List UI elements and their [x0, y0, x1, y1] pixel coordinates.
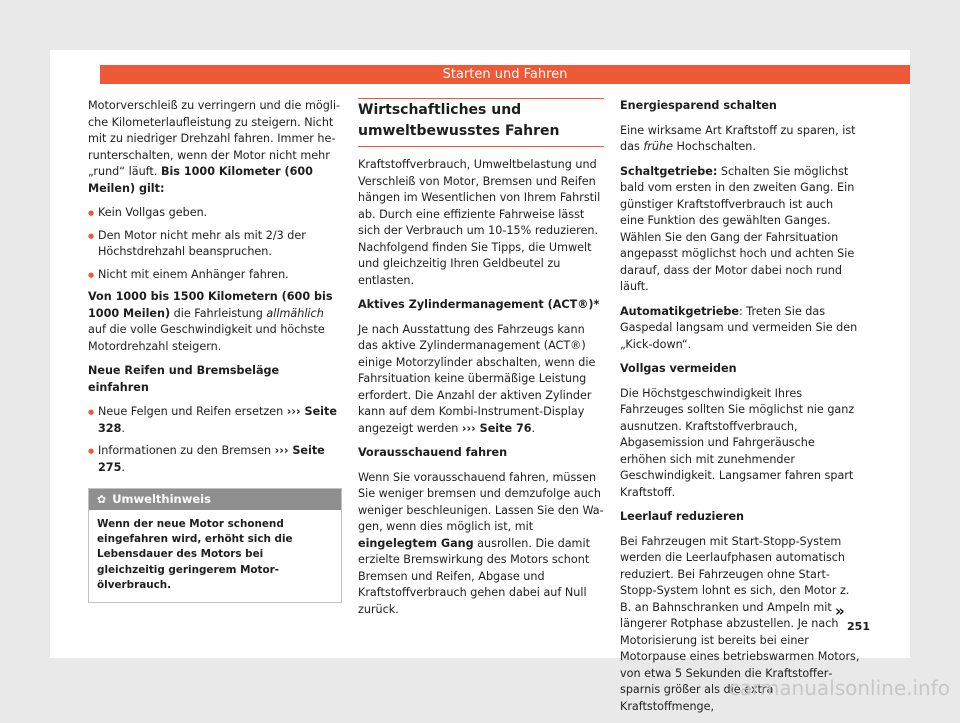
km-italic: allmählich [266, 306, 324, 320]
watermark: carmanualsonline.info [728, 676, 950, 700]
shift-italic: frühe [643, 140, 673, 153]
act-heading: Aktives Zylindermanagement (ACT®)* [358, 298, 600, 311]
full-throttle-paragraph: Die Höchstgeschwindigkeit Ihres Fahrzeuges sollten Sie möglichst nie ganz ausnutzen. Kraftstoffverbrauch, Abgasemission und Fahrgeräusche erhöhen sich mit zunehmender Geschwindigkeit. Langsamer fahren spart Kraftstoff. [620, 386, 855, 499]
act-end: . [531, 421, 536, 435]
auto-text: : Treten Sie das Gaspedal langsam und vermeiden Sie den „Kick-down“. [620, 304, 858, 351]
intro-bold: Bis 1000 Kilometer (600 Meilen) gilt: [88, 165, 313, 195]
list-item-text: Neue Felgen und Reifen ersetzen [98, 405, 287, 418]
shift-heading: Energiesparend schalten [620, 99, 777, 112]
anticipation-paragraph [358, 470, 604, 619]
anticipation-text-end: ausrollen. Die damit erzielte Bremswirkung des Motors schont Bremsen und Reifen, Abgase und Kraftstoffverbrauch gehen dabei auf Null zurück. [358, 536, 590, 616]
anticipation-bold: eingelegtem Gang [358, 536, 474, 550]
intro-text: Motorverschleiß zu verringern und die mögliche Kilometerlaufleistung zu steigern. Nicht mit zu niedriger Drehzahl fahren. Immer herunterschalten, wenn der Motor nicht mehr „rund“ läuft. [88, 99, 341, 178]
act-text: Je nach Ausstattung des Fahrzeugs kann das aktive Zylindermanagement (ACT®) einige Motorzylinder abschalten, wenn die Fahrsituation keine übermäßige Leistung erfordert. Die Anzahl der aktiven Zylinder kann auf dem Kombi-Instrument-Display angezeigt werden [358, 322, 596, 435]
full-throttle-heading: Vollgas vermeiden [620, 362, 737, 375]
km-text-end: auf die volle Geschwindigkeit und höchste Motordrehzahl steigern. [88, 323, 325, 353]
list-item [88, 404, 342, 437]
intro-paragraph: Kraftstoffverbrauch, Umweltbelastung und Verschleiß von Motor, Bremsen und Reifen hängen im Wesentlichen von Ihrem Fahrstil ab. Durch eine effiziente Fahrweise lässt sich der Verbrauch um 10-15% reduzieren. Nachfolgend finden Sie Tipps, die Umwelt und gleichzeitig Ihren Geldbeutel zu entlasten. [358, 158, 601, 287]
column-right [620, 98, 860, 723]
list-item-end: . [121, 460, 125, 474]
column-middle [358, 98, 604, 626]
auto-label: Automatikgetriebe [620, 304, 739, 318]
environment-note-text: Wenn der neue Motor schonend eingefahren wird, erhöht sich die Lebensdauer des Motors bei gleichzeitig geringerem Motorölverbrauch. [97, 518, 293, 591]
list-item-end: . [121, 421, 125, 435]
continue-mark: » [835, 602, 845, 620]
page-link[interactable]: Seite 328 [98, 405, 337, 435]
list-item: ● Kein Vollgas geben. [88, 205, 342, 222]
tires-heading: Neue Reifen und Bremsbeläge einfahren [88, 364, 280, 394]
shift-paragraph [620, 123, 860, 156]
manual-paragraph [620, 164, 860, 296]
list-item [88, 443, 342, 476]
auto-paragraph [620, 304, 860, 354]
page-link[interactable]: Seite 76 [475, 421, 532, 435]
km-paragraph [88, 289, 342, 355]
leaf-icon: ✿ [97, 493, 107, 506]
anticipation-heading: Vorausschauend fahren [358, 446, 508, 459]
shift-text: Eine wirksame Art Kraftstoff zu sparen, ist das [620, 123, 856, 153]
column-left [88, 98, 342, 603]
environment-note-header [89, 489, 341, 510]
km-text: die Fahrleistung [170, 306, 267, 320]
act-paragraph [358, 322, 604, 438]
link-arrows: ››› [461, 421, 476, 435]
page-number: 251 [847, 620, 870, 633]
intro-paragraph [88, 98, 342, 197]
list-item: ● Den Motor nicht mehr als mit 2/3 der Höchstdrehzahl beanspruchen. [88, 228, 342, 261]
manual-label: Schaltgetriebe: [620, 164, 718, 178]
page-link[interactable]: Seite 275 [98, 444, 325, 474]
section-title: Wirtschaftliches und umweltbewusstes Fahren [358, 98, 604, 147]
environment-note-box [88, 488, 342, 603]
link-arrows: ››› [286, 405, 301, 418]
environment-note-title: Umwelthinweis [112, 492, 211, 506]
list-item: ● Nicht mit einem Anhänger fahren. [88, 267, 342, 284]
list-item-text: Informationen zu den Bremsen [98, 444, 275, 457]
anticipation-text: Wenn Sie vorausschauend fahren, müssen Sie weniger bremsen und demzufolge auch weniger beschleunigen. Lassen Sie den Wagen, wenn dies möglich ist, mit [358, 470, 604, 533]
idle-heading: Leerlauf reduzieren [620, 510, 745, 523]
shift-text-end: Hochschalten. [672, 140, 756, 153]
manual-text: Schalten Sie möglichst bald vom ersten in den zweiten Gang. Ein günstiger Kraftstoffverbrauch ist auch eine Funktion des gewählten Ganges. Wählen Sie den Gang der Fahrsituation angepasst möglichst hoch und achten Sie darauf, dass der Motor dabei noch rund läuft. [620, 164, 855, 293]
idle-paragraph: Bei Fahrzeugen mit Start-Stopp-System werden die Leerlaufphasen automatisch reduziert. Bei Fahrzeugen ohne Start-Stopp-System lohnt es sich, den Motor z. B. an Bahnschranken und Ampeln mit längerer Rotphase abzustellen. Je nach Motorisierung ist bereits bei einer Motorpause eines betriebswarmen Motors, von etwa 5 Sekunden die Kraftstoffersparnis größer als die extra Kraftstoffmenge, [620, 534, 860, 713]
page-header: Starten und Fahren [100, 65, 910, 84]
link-arrows: ››› [274, 444, 289, 457]
km-bold: Von 1000 bis 1500 Kilometern (600 bis 1000 Meilen) [88, 290, 333, 320]
